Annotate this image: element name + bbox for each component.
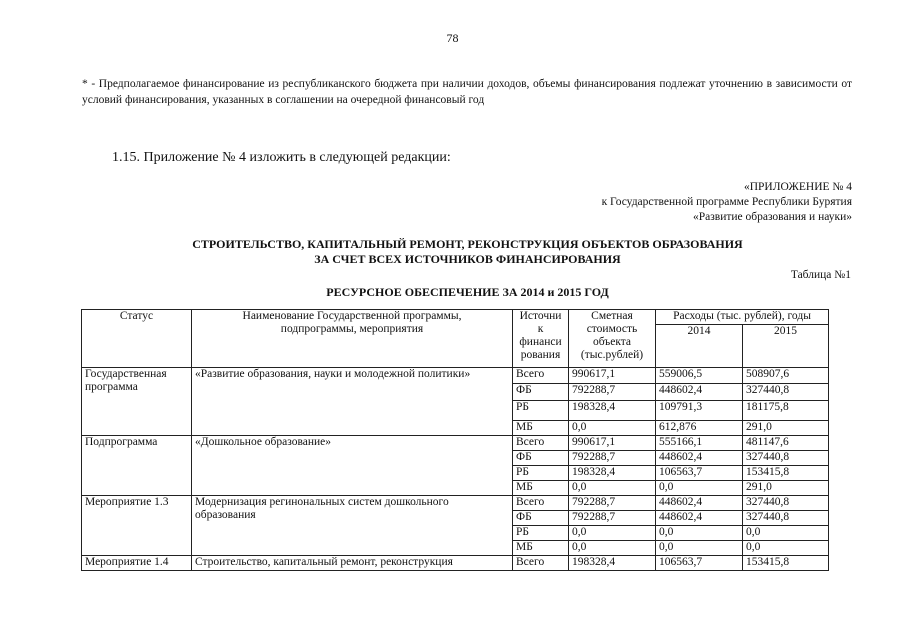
value-2014-cell: 448602,4	[656, 451, 743, 466]
cost-cell: 0,0	[569, 541, 656, 556]
table-row	[82, 368, 829, 384]
value-2014-cell: 559006,5	[656, 368, 743, 384]
source-cell: Всего	[513, 368, 569, 384]
header-year-2014: 2014	[656, 325, 743, 368]
name-cell: Модернизация регинональных систем дошкольного образования	[192, 496, 513, 556]
status-cell	[82, 556, 192, 571]
value-2015-cell: 327440,8	[743, 496, 829, 511]
cost-cell: 198328,4	[569, 466, 656, 481]
source-cell: ФБ	[513, 384, 569, 401]
value-2015-cell: 327440,8	[743, 511, 829, 526]
table-row	[82, 436, 829, 451]
value-2015-cell: 0,0	[743, 526, 829, 541]
resource-table	[81, 309, 829, 571]
source-cell: Всего	[513, 556, 569, 571]
value-2014-cell: 0,0	[656, 481, 743, 496]
source-cell: МБ	[513, 421, 569, 436]
document-title	[0, 237, 905, 267]
cost-cell: 198328,4	[569, 556, 656, 571]
cost-cell: 0,0	[569, 481, 656, 496]
header-cost-line-1: Сметная	[591, 310, 633, 322]
value-2015-cell: 481147,6	[743, 436, 829, 451]
source-cell: ФБ	[513, 451, 569, 466]
source-cell: Всего	[513, 496, 569, 511]
source-cell: РБ	[513, 401, 569, 421]
value-2015-cell: 153415,8	[743, 556, 829, 571]
appendix-line-1: «ПРИЛОЖЕНИЕ № 4	[743, 181, 852, 193]
status-line-1: Подпрограмма	[85, 436, 158, 448]
source-cell: ФБ	[513, 511, 569, 526]
cost-cell: 792288,7	[569, 496, 656, 511]
header-source-line-3: финанси	[519, 336, 562, 348]
status-cell	[82, 368, 192, 436]
header-cost	[569, 310, 656, 368]
title-line-2: ЗА СЧЕТ ВСЕХ ИСТОЧНИКОВ ФИНАНСИРОВАНИЯ	[314, 252, 621, 266]
header-expenses: Расходы (тыс. рублей), годы	[656, 310, 829, 325]
name-cell: «Дошкольное образование»	[192, 436, 513, 496]
table-row	[82, 556, 829, 571]
value-2014-cell: 106563,7	[656, 556, 743, 571]
table-number: Таблица №1	[790, 269, 851, 281]
value-2014-cell: 612,876	[656, 421, 743, 436]
header-source-line-4: рования	[520, 349, 561, 361]
header-source-line-2: к	[537, 323, 544, 335]
value-2015-cell: 291,0	[743, 481, 829, 496]
cost-cell: 990617,1	[569, 368, 656, 384]
status-line-1: Мероприятие 1.3	[85, 496, 169, 508]
header-name-line-2: подпрограммы, мероприятия	[280, 323, 424, 335]
footnote: * - Предполагаемое финансирование из республиканского бюджета при наличии доходов, объемы финансирования подлежат уточнению в зависимости от условий финансирования, указанных в соглашении на очередной финансовый год	[82, 78, 852, 106]
source-cell: РБ	[513, 466, 569, 481]
value-2014-cell: 555166,1	[656, 436, 743, 451]
header-year-2015: 2015	[743, 325, 829, 368]
source-cell: Всего	[513, 436, 569, 451]
appendix-header	[602, 180, 852, 225]
cost-cell: 0,0	[569, 526, 656, 541]
status-cell	[82, 436, 192, 496]
header-name	[192, 310, 513, 368]
cost-cell: 792288,7	[569, 384, 656, 401]
cost-cell: 198328,4	[569, 401, 656, 421]
value-2015-cell: 0,0	[743, 541, 829, 556]
cost-cell: 990617,1	[569, 436, 656, 451]
name-cell: «Развитие образования, науки и молодежной политики»	[192, 368, 513, 436]
value-2014-cell: 0,0	[656, 526, 743, 541]
status-line-1: Мероприятие 1.4	[85, 556, 169, 568]
table-row	[82, 496, 829, 511]
appendix-line-3: «Развитие образования и науки»	[692, 211, 852, 223]
cost-cell: 792288,7	[569, 511, 656, 526]
source-cell: МБ	[513, 541, 569, 556]
page-number: 78	[446, 31, 459, 45]
cost-cell: 0,0	[569, 421, 656, 436]
value-2015-cell: 327440,8	[743, 451, 829, 466]
header-status: Статус	[82, 310, 192, 368]
status-line-2: программа	[85, 381, 138, 393]
value-2014-cell: 109791,3	[656, 401, 743, 421]
appendix-line-2: к Государственной программе Республики Бурятия	[601, 196, 852, 208]
header-source-line-1: Источни	[519, 310, 562, 322]
status-cell	[82, 496, 192, 556]
source-cell: МБ	[513, 481, 569, 496]
header-source	[513, 310, 569, 368]
header-cost-line-3: объекта	[592, 336, 632, 348]
table-subtitle: РЕСУРСНОЕ ОБЕСПЕЧЕНИЕ ЗА 2014 и 2015 ГОД	[326, 285, 609, 299]
value-2014-cell: 106563,7	[656, 466, 743, 481]
header-name-line-1: Наименование Государственной программы,	[242, 310, 462, 322]
value-2015-cell: 291,0	[743, 421, 829, 436]
title-line-1: СТРОИТЕЛЬСТВО, КАПИТАЛЬНЫЙ РЕМОНТ, РЕКОНСТРУКЦИЯ ОБЪЕКТОВ ОБРАЗОВАНИЯ	[192, 237, 743, 251]
header-cost-line-2: стоимость	[586, 323, 638, 335]
value-2015-cell: 508907,6	[743, 368, 829, 384]
value-2014-cell: 448602,4	[656, 511, 743, 526]
status-line-1: Государственная	[85, 368, 167, 380]
value-2014-cell: 448602,4	[656, 496, 743, 511]
value-2015-cell: 153415,8	[743, 466, 829, 481]
name-cell: Строительство, капитальный ремонт, реконструкция	[192, 556, 513, 571]
header-cost-line-4: (тыс.рублей)	[580, 349, 644, 361]
value-2014-cell: 0,0	[656, 541, 743, 556]
value-2015-cell: 327440,8	[743, 384, 829, 401]
cost-cell: 792288,7	[569, 451, 656, 466]
section-heading: 1.15. Приложение № 4 изложить в следующей редакции:	[112, 150, 451, 165]
value-2015-cell: 181175,8	[743, 401, 829, 421]
value-2014-cell: 448602,4	[656, 384, 743, 401]
source-cell: РБ	[513, 526, 569, 541]
